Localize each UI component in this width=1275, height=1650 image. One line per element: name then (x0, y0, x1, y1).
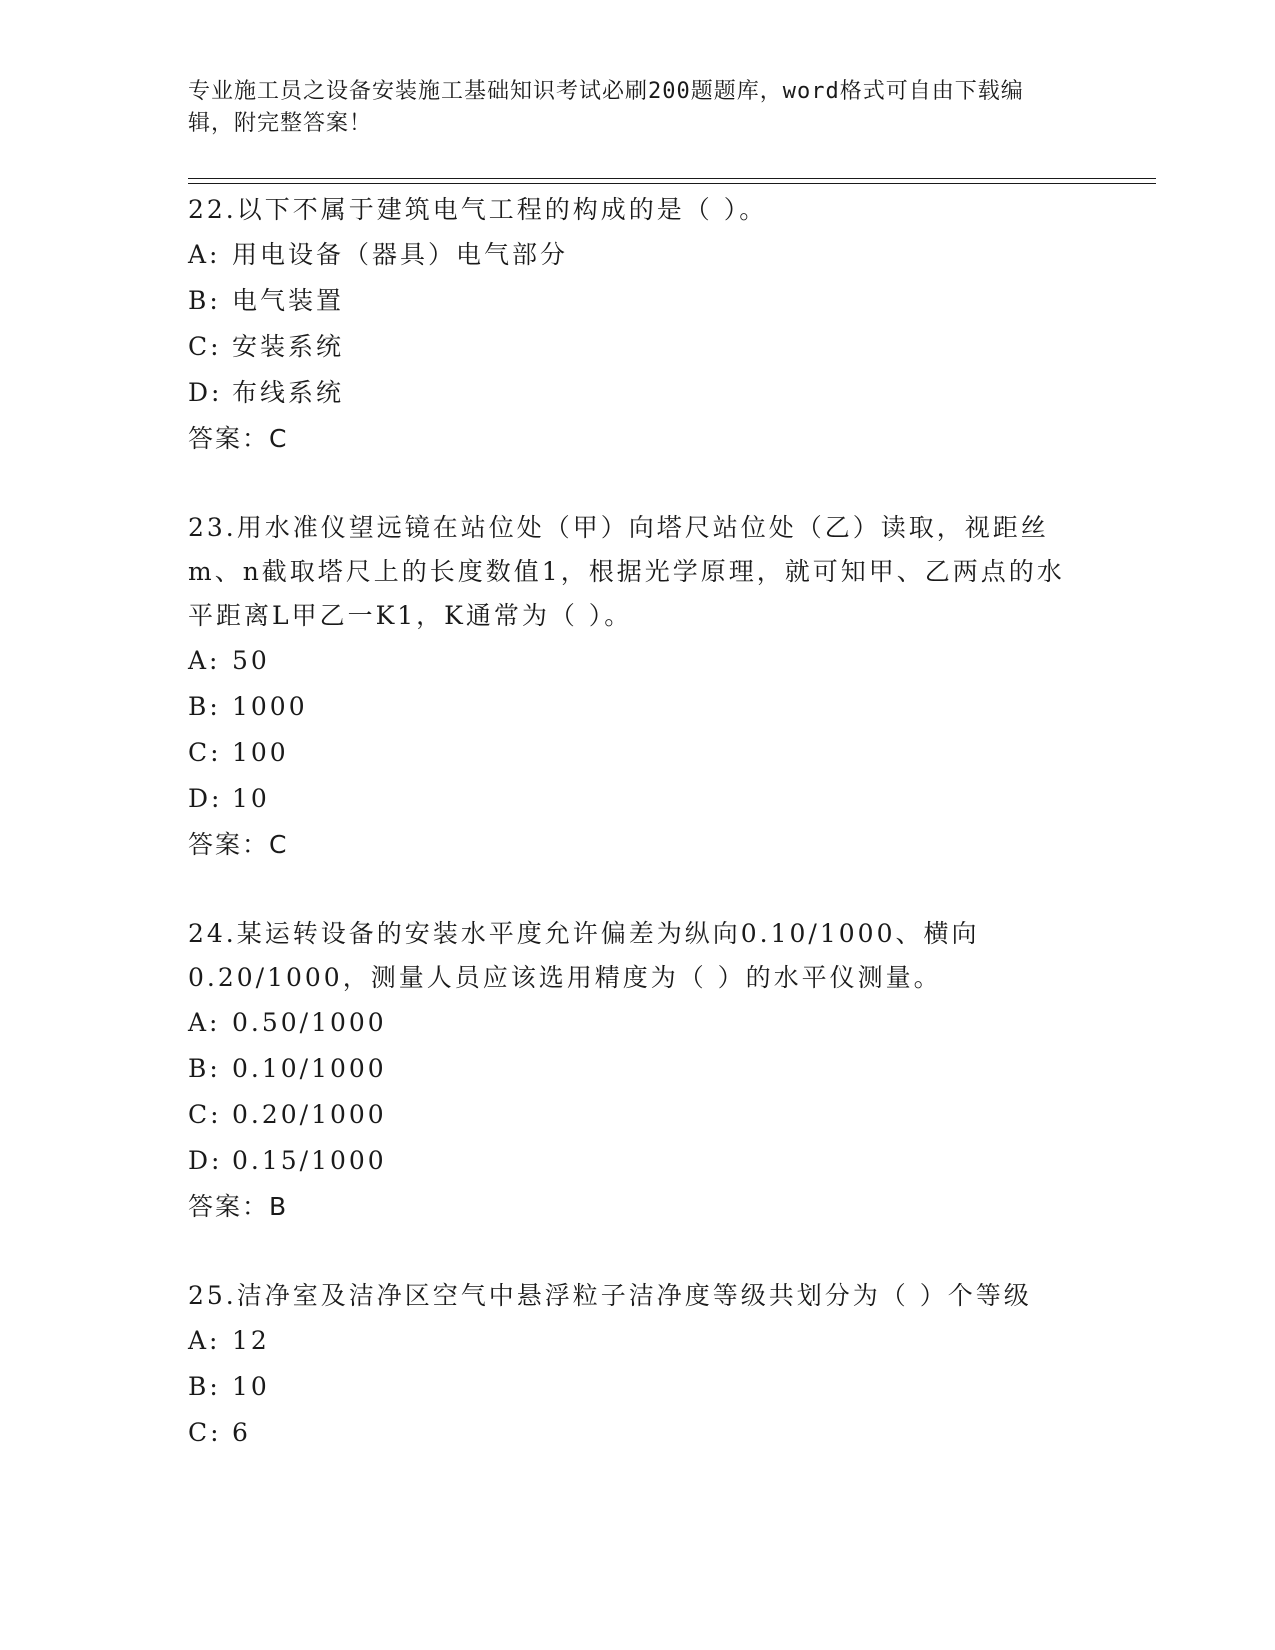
option-letter: C: (188, 1418, 222, 1447)
answer-line: 答案：C (188, 424, 289, 453)
option-letter: A: (188, 1008, 221, 1037)
answer-line: 答案：C (188, 830, 289, 859)
option-letter: B: (188, 1372, 221, 1401)
option-a (188, 1318, 1088, 1364)
option-c (188, 324, 1088, 370)
option-d (188, 776, 1088, 822)
question-24 (188, 912, 1088, 1230)
question-list (188, 188, 1088, 1500)
option-text: 6 (232, 1418, 251, 1447)
question-23 (188, 506, 1088, 868)
option-c (188, 730, 1088, 776)
question-text: 23.用水准仪望远镜在站位处（甲）向塔尺站位处（乙）读取，视距丝m、n截取塔尺上的长度数值1，根据光学原理，就可知甲、乙两点的水平距离L甲乙一K1，K通常为（ ）。 (188, 513, 1065, 630)
option-b (188, 684, 1088, 730)
option-a (188, 1000, 1088, 1046)
option-text: 1000 (232, 692, 308, 721)
option-letter: D: (188, 1146, 223, 1175)
question-text: 24.某运转设备的安装水平度允许偏差为纵向0.10/1000、横向0.20/1000，测量人员应该选用精度为（ ）的水平仪测量。 (188, 919, 980, 992)
answer-line: 答案：B (188, 1192, 289, 1221)
option-letter: B: (188, 692, 221, 721)
option-d (188, 1138, 1088, 1184)
option-text: 电气装置 (232, 286, 345, 315)
option-c (188, 1410, 1088, 1456)
option-text: 用电设备（器具）电气部分 (232, 240, 569, 269)
option-text: 0.15/1000 (232, 1146, 387, 1175)
option-letter: A: (188, 1326, 221, 1355)
option-text: 10 (232, 784, 270, 813)
option-text: 10 (232, 1372, 270, 1401)
option-letter: D: (188, 378, 223, 407)
header-divider-bottom (188, 183, 1156, 184)
option-letter: B: (188, 286, 221, 315)
option-c (188, 1092, 1088, 1138)
option-letter: C: (188, 332, 222, 361)
option-text: 安装系统 (232, 332, 345, 361)
option-b (188, 1046, 1088, 1092)
header-divider-top (188, 178, 1156, 179)
option-b (188, 1364, 1088, 1410)
option-text: 布线系统 (232, 378, 345, 407)
option-a (188, 232, 1088, 278)
option-letter: C: (188, 1100, 222, 1129)
option-a (188, 638, 1088, 684)
document-header: 专业施工员之设备安装施工基础知识考试必刷200题题库，word格式可自由下载编辑，附完整答案！ (188, 79, 1024, 136)
option-text: 12 (232, 1326, 270, 1355)
option-text: 0.20/1000 (232, 1100, 387, 1129)
option-text: 0.10/1000 (232, 1054, 387, 1083)
option-b (188, 278, 1088, 324)
option-text: 50 (232, 646, 270, 675)
option-letter: C: (188, 738, 222, 767)
option-text: 100 (232, 738, 289, 767)
option-letter: B: (188, 1054, 221, 1083)
question-25 (188, 1274, 1088, 1456)
option-letter: A: (188, 646, 221, 675)
option-letter: D: (188, 784, 223, 813)
option-d (188, 370, 1088, 416)
question-text: 25.洁净室及洁净区空气中悬浮粒子洁净度等级共划分为（ ）个等级 (188, 1281, 1032, 1310)
question-text: 22.以下不属于建筑电气工程的构成的是（ ）。 (188, 195, 768, 224)
question-22 (188, 188, 1088, 462)
option-letter: A: (188, 240, 221, 269)
option-text: 0.50/1000 (232, 1008, 387, 1037)
